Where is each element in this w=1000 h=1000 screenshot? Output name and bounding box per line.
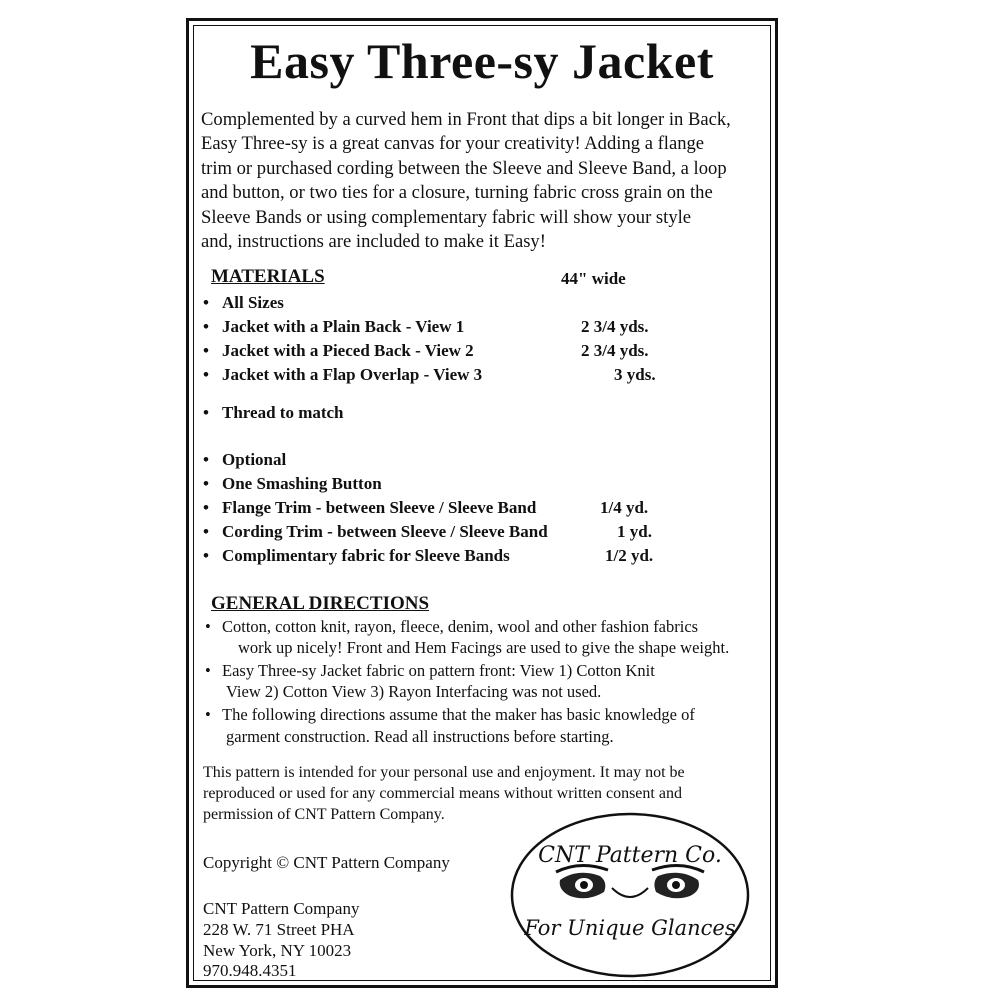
intro-line: trim or purchased cording between the Sleeve and Sleeve Band, a loop — [201, 157, 727, 179]
materials-item: Jacket with a Flap Overlap - View 3 — [222, 365, 483, 384]
bullet-icon: • — [203, 293, 209, 312]
notice-line: This pattern is intended for your personal use and enjoyment. It may not be — [203, 764, 685, 781]
optional-qty: 1/4 yd. — [600, 498, 649, 517]
address-line: 228 W. 71 Street PHA — [203, 920, 355, 939]
optional-qty: 1/2 yd. — [605, 546, 654, 565]
intro-line: and, instructions are included to make it Easy! — [201, 231, 546, 253]
materials-item: Thread to match — [222, 403, 344, 422]
materials-item: Jacket with a Pieced Back - View 2 — [222, 341, 474, 360]
materials-item: All Sizes — [222, 293, 284, 312]
directions-line: Cotton, cotton knit, rayon, fleece, denim, wool and other fashion fabrics — [222, 617, 699, 636]
notice-line: permission of CNT Pattern Company. — [203, 806, 445, 823]
optional-item: One Smashing Button — [222, 474, 382, 493]
bullet-icon: • — [203, 450, 209, 469]
logo-top-text: CNT Pattern Co. — [538, 843, 722, 868]
directions-line: Easy Three-sy Jacket fabric on pattern front: View 1) Cotton Knit — [222, 661, 655, 680]
address-line: CNT Pattern Company — [203, 899, 360, 918]
bullet-icon: • — [203, 546, 209, 565]
directions-line: View 2) Cotton View 3) Rayon Interfacing was not used. — [226, 682, 602, 701]
optional-item: Optional — [222, 450, 287, 469]
materials-qty: 2 3/4 yds. — [581, 317, 649, 336]
bullet-icon: • — [205, 617, 211, 636]
address-line: New York, NY 10023 — [203, 941, 352, 960]
notice-line: reproduced or used for any commercial means without written consent and — [203, 785, 682, 802]
intro-line: Complemented by a curved hem in Front that dips a bit longer in Back, — [201, 109, 731, 130]
bullet-icon: • — [203, 474, 209, 493]
page-title: Easy Three-sy Jacket — [250, 33, 714, 89]
directions-line: work up nicely! Front and Hem Facings are used to give the shape weight. — [238, 638, 730, 657]
bullet-icon: • — [203, 403, 209, 422]
materials-qty: 3 yds. — [614, 365, 656, 384]
logo-bottom-text: For Unique Glances — [524, 916, 736, 940]
materials-heading: MATERIALS — [211, 266, 325, 287]
materials-item: Jacket with a Plain Back - View 1 — [222, 317, 465, 336]
company-logo — [508, 810, 752, 980]
optional-item: Complimentary fabric for Sleeve Bands — [222, 546, 510, 565]
bullet-icon: • — [203, 522, 209, 541]
optional-item: Flange Trim - between Sleeve / Sleeve Band — [222, 498, 537, 517]
bullet-icon: • — [205, 705, 211, 724]
bullet-icon: • — [203, 317, 209, 336]
address-line: 970.948.4351 — [203, 961, 297, 980]
bullet-icon: • — [203, 498, 209, 517]
copyright: Copyright © CNT Pattern Company — [203, 853, 450, 872]
optional-qty: 1 yd. — [617, 522, 652, 541]
bullet-icon: • — [203, 341, 209, 360]
materials-qty: 2 3/4 yds. — [581, 341, 649, 360]
bullet-icon: • — [203, 365, 209, 384]
directions-heading: GENERAL DIRECTIONS — [211, 593, 430, 614]
intro-line: and button, or two ties for a closure, turning fabric cross grain on the — [201, 182, 713, 204]
optional-item: Cording Trim - between Sleeve / Sleeve Band — [222, 522, 548, 541]
bullet-icon: • — [205, 661, 211, 680]
fabric-width-label: 44" wide — [561, 269, 626, 288]
intro-paragraph — [201, 108, 771, 254]
eyes-icon — [556, 865, 704, 898]
intro-line: Sleeve Bands or using complementary fabric will show your style — [201, 206, 692, 228]
directions-line: The following directions assume that the maker has basic knowledge of — [222, 705, 695, 724]
directions-line: garment construction. Read all instructions before starting. — [226, 727, 614, 746]
intro-line: Easy Three-sy is a great canvas for your creativity! Adding a flange — [201, 133, 705, 155]
